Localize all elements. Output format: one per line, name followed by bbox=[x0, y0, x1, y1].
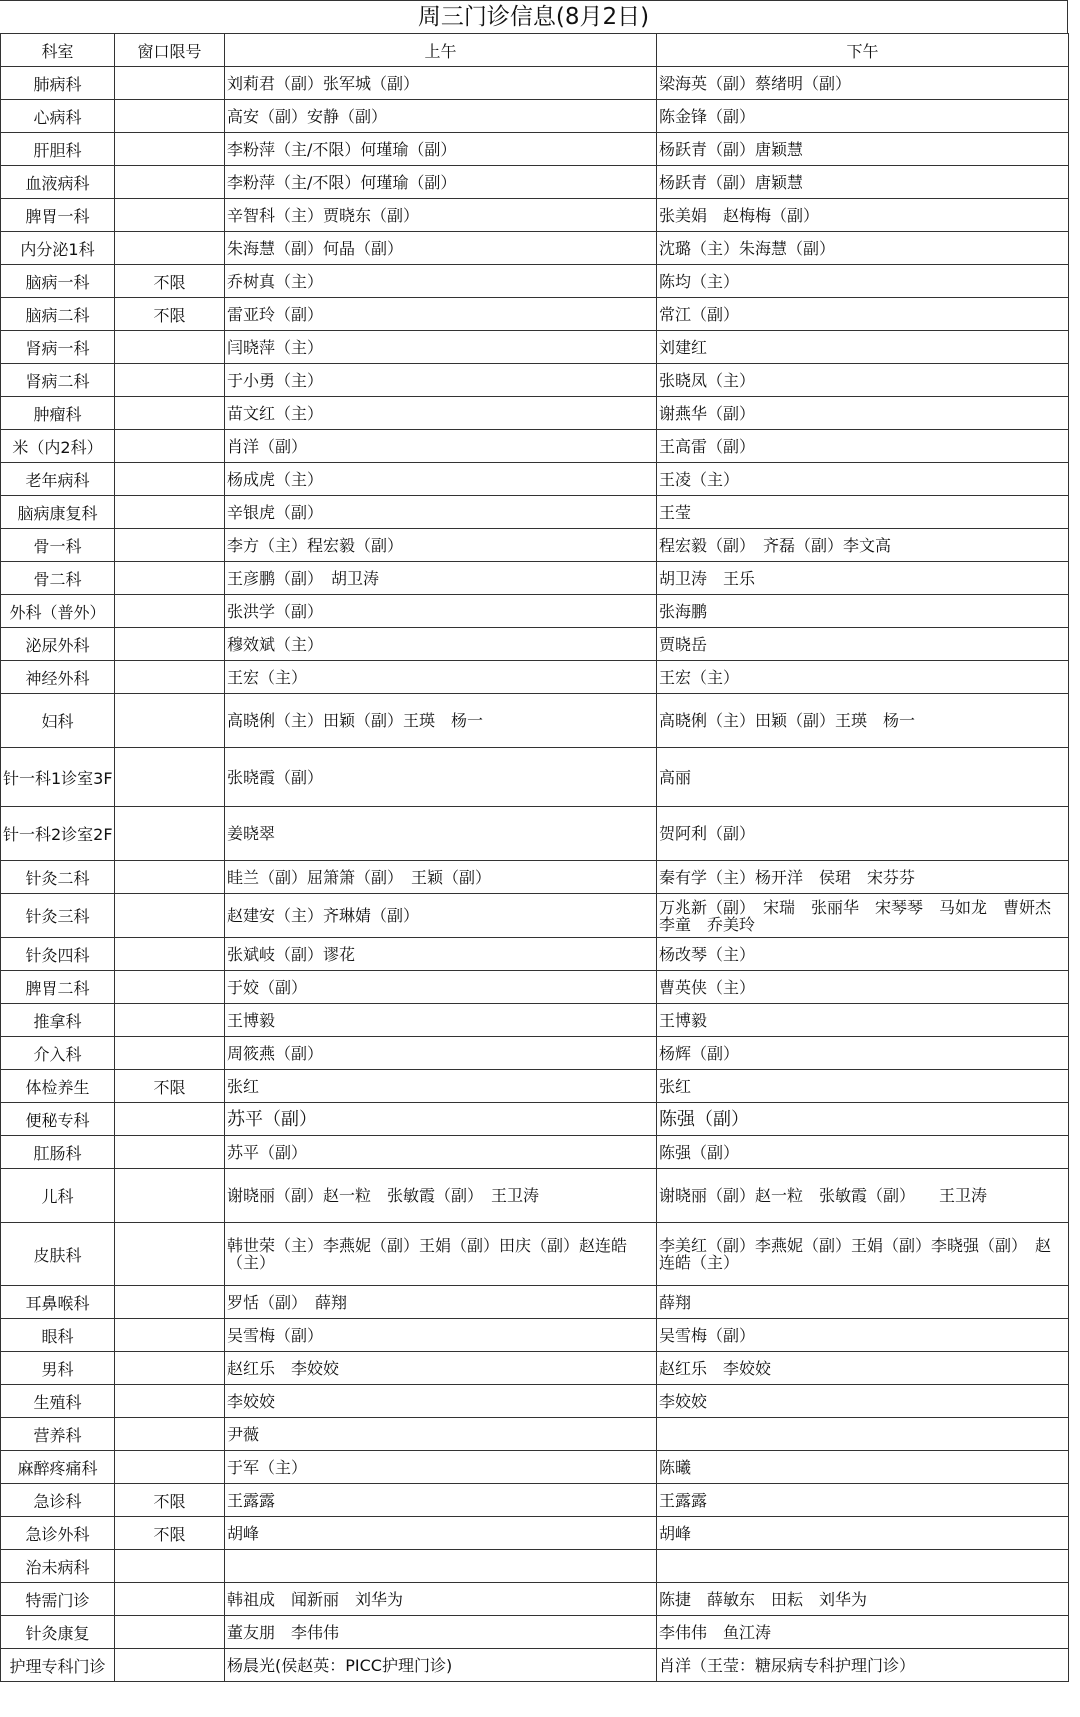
limit-cell: 不限 bbox=[115, 265, 225, 298]
afternoon-cell: 谢燕华（副） bbox=[657, 397, 1069, 430]
department-cell: 妇科 bbox=[1, 694, 115, 748]
limit-cell: 不限 bbox=[115, 1070, 225, 1103]
department-cell: 骨一科 bbox=[1, 529, 115, 562]
limit-cell bbox=[115, 1352, 225, 1385]
morning-cell: 李粉萍（主/不限）何瑾瑜（副） bbox=[225, 166, 657, 199]
department-cell: 针灸康复 bbox=[1, 1616, 115, 1649]
page-title: 周三门诊信息(8月2日) bbox=[0, 0, 1068, 33]
afternoon-cell: 张红 bbox=[657, 1070, 1069, 1103]
morning-cell: 苏平（副） bbox=[225, 1136, 657, 1169]
afternoon-cell: 王莹 bbox=[657, 496, 1069, 529]
morning-cell: 于小勇（主） bbox=[225, 364, 657, 397]
limit-cell bbox=[115, 694, 225, 748]
table-row bbox=[1, 1136, 1069, 1169]
afternoon-cell: 肖洋（王莹：糖尿病专科护理门诊） bbox=[657, 1649, 1069, 1682]
limit-cell bbox=[115, 133, 225, 166]
afternoon-cell: 赵红乐 李姣姣 bbox=[657, 1352, 1069, 1385]
department-cell: 男科 bbox=[1, 1352, 115, 1385]
column-header-pm: 下午 bbox=[657, 34, 1069, 67]
department-cell: 米（内2科） bbox=[1, 430, 115, 463]
table-row bbox=[1, 232, 1069, 265]
table-row bbox=[1, 1037, 1069, 1070]
table-row bbox=[1, 298, 1069, 331]
morning-cell: 穆效斌（主） bbox=[225, 628, 657, 661]
morning-cell: 高安（副）安静（副） bbox=[225, 100, 657, 133]
limit-cell bbox=[115, 67, 225, 100]
limit-cell bbox=[115, 562, 225, 595]
limit-cell bbox=[115, 397, 225, 430]
department-cell: 脾胃二科 bbox=[1, 971, 115, 1004]
table-row bbox=[1, 496, 1069, 529]
afternoon-cell: 王露露 bbox=[657, 1484, 1069, 1517]
morning-cell: 高晓俐（主）田颖（副）王瑛 杨一 bbox=[225, 694, 657, 748]
department-cell: 皮肤科 bbox=[1, 1223, 115, 1286]
afternoon-cell: 张美娟 赵梅梅（副） bbox=[657, 199, 1069, 232]
limit-cell bbox=[115, 807, 225, 861]
department-cell: 神经外科 bbox=[1, 661, 115, 694]
afternoon-cell: 薛翔 bbox=[657, 1286, 1069, 1319]
morning-cell: 尹薇 bbox=[225, 1418, 657, 1451]
limit-cell bbox=[115, 496, 225, 529]
morning-cell: 李姣姣 bbox=[225, 1385, 657, 1418]
morning-cell: 谢晓丽（副）赵一粒 张敏霞（副） 王卫涛 bbox=[225, 1169, 657, 1223]
department-cell: 肾病一科 bbox=[1, 331, 115, 364]
table-row bbox=[1, 331, 1069, 364]
limit-cell bbox=[115, 100, 225, 133]
morning-cell: 于军（主） bbox=[225, 1451, 657, 1484]
table-row bbox=[1, 938, 1069, 971]
table-row bbox=[1, 199, 1069, 232]
table-row bbox=[1, 1418, 1069, 1451]
morning-cell: 辛银虎（副） bbox=[225, 496, 657, 529]
limit-cell bbox=[115, 1616, 225, 1649]
table-row bbox=[1, 100, 1069, 133]
department-cell: 耳鼻喉科 bbox=[1, 1286, 115, 1319]
column-header-limit: 窗口限号 bbox=[115, 34, 225, 67]
limit-cell: 不限 bbox=[115, 1484, 225, 1517]
limit-cell bbox=[115, 1223, 225, 1286]
afternoon-cell: 陈曦 bbox=[657, 1451, 1069, 1484]
limit-cell bbox=[115, 628, 225, 661]
table-row bbox=[1, 265, 1069, 298]
table-row bbox=[1, 529, 1069, 562]
department-cell: 泌尿外科 bbox=[1, 628, 115, 661]
department-cell: 生殖科 bbox=[1, 1385, 115, 1418]
morning-cell: 张斌岐（副）谬花 bbox=[225, 938, 657, 971]
morning-cell: 李粉萍（主/不限）何瑾瑜（副） bbox=[225, 133, 657, 166]
table-row bbox=[1, 748, 1069, 807]
afternoon-cell: 沈璐（主）朱海慧（副） bbox=[657, 232, 1069, 265]
morning-cell: 王博毅 bbox=[225, 1004, 657, 1037]
morning-cell: 胡峰 bbox=[225, 1517, 657, 1550]
limit-cell bbox=[115, 595, 225, 628]
department-cell: 肝胆科 bbox=[1, 133, 115, 166]
morning-cell: 张红 bbox=[225, 1070, 657, 1103]
afternoon-cell: 吴雪梅（副） bbox=[657, 1319, 1069, 1352]
department-cell: 眼科 bbox=[1, 1319, 115, 1352]
table-row bbox=[1, 1616, 1069, 1649]
table-row bbox=[1, 1583, 1069, 1616]
table-row bbox=[1, 971, 1069, 1004]
afternoon-cell: 梁海英（副）蔡绪明（副） bbox=[657, 67, 1069, 100]
afternoon-cell: 李伟伟 鱼江涛 bbox=[657, 1616, 1069, 1649]
morning-cell: 杨晨光(侯赵英：PICC护理门诊) bbox=[225, 1649, 657, 1682]
afternoon-cell: 谢晓丽（副）赵一粒 张敏霞（副） 王卫涛 bbox=[657, 1169, 1069, 1223]
morning-cell: 韩世荣（主）李燕妮（副）王娟（副）田庆（副）赵连皓（主） bbox=[225, 1223, 657, 1286]
department-cell: 儿科 bbox=[1, 1169, 115, 1223]
afternoon-cell: 程宏毅（副） 齐磊（副）李文高 bbox=[657, 529, 1069, 562]
morning-cell: 朱海慧（副）何晶（副） bbox=[225, 232, 657, 265]
table-row bbox=[1, 1223, 1069, 1286]
afternoon-cell: 王宏（主） bbox=[657, 661, 1069, 694]
limit-cell: 不限 bbox=[115, 298, 225, 331]
afternoon-cell: 杨改琴（主） bbox=[657, 938, 1069, 971]
department-cell: 护理专科门诊 bbox=[1, 1649, 115, 1682]
department-cell: 针灸四科 bbox=[1, 938, 115, 971]
department-cell: 脾胃一科 bbox=[1, 199, 115, 232]
department-cell: 针灸二科 bbox=[1, 861, 115, 894]
limit-cell: 不限 bbox=[115, 1517, 225, 1550]
morning-cell bbox=[225, 1550, 657, 1583]
schedule-table bbox=[0, 33, 1069, 1682]
morning-cell: 苗文红（主） bbox=[225, 397, 657, 430]
department-cell: 针一科2诊室2F bbox=[1, 807, 115, 861]
department-cell: 脑病一科 bbox=[1, 265, 115, 298]
afternoon-cell: 曹英侠（主） bbox=[657, 971, 1069, 1004]
afternoon-cell: 王高雷（副） bbox=[657, 430, 1069, 463]
table-body bbox=[1, 67, 1069, 1682]
department-cell: 肾病二科 bbox=[1, 364, 115, 397]
limit-cell bbox=[115, 1550, 225, 1583]
table-row bbox=[1, 397, 1069, 430]
department-cell: 便秘专科 bbox=[1, 1103, 115, 1136]
table-row bbox=[1, 562, 1069, 595]
afternoon-cell bbox=[657, 1550, 1069, 1583]
limit-cell bbox=[115, 1286, 225, 1319]
afternoon-cell: 杨跃青（副）唐颖慧 bbox=[657, 133, 1069, 166]
afternoon-cell: 李美红（副）李燕妮（副）王娟（副）李晓强（副） 赵连皓（主） bbox=[657, 1223, 1069, 1286]
afternoon-cell: 贾晓岳 bbox=[657, 628, 1069, 661]
table-row bbox=[1, 628, 1069, 661]
table-row bbox=[1, 1286, 1069, 1319]
table-row bbox=[1, 1352, 1069, 1385]
morning-cell: 张洪学（副） bbox=[225, 595, 657, 628]
afternoon-cell: 王凌（主） bbox=[657, 463, 1069, 496]
department-cell: 心病科 bbox=[1, 100, 115, 133]
afternoon-cell: 陈均（主） bbox=[657, 265, 1069, 298]
afternoon-cell bbox=[657, 1418, 1069, 1451]
afternoon-cell: 常江（副） bbox=[657, 298, 1069, 331]
column-header-am: 上午 bbox=[225, 34, 657, 67]
afternoon-cell: 秦有学（主）杨开洋 侯珺 宋芬芬 bbox=[657, 861, 1069, 894]
limit-cell bbox=[115, 1418, 225, 1451]
department-cell: 老年病科 bbox=[1, 463, 115, 496]
morning-cell: 于姣（副） bbox=[225, 971, 657, 1004]
afternoon-cell: 陈强（副） bbox=[657, 1136, 1069, 1169]
table-row bbox=[1, 694, 1069, 748]
limit-cell bbox=[115, 1385, 225, 1418]
morning-cell: 姜晓翠 bbox=[225, 807, 657, 861]
morning-cell: 张晓霞（副） bbox=[225, 748, 657, 807]
table-row bbox=[1, 661, 1069, 694]
afternoon-cell: 贺阿利（副） bbox=[657, 807, 1069, 861]
table-row bbox=[1, 1319, 1069, 1352]
limit-cell bbox=[115, 894, 225, 938]
department-cell: 肺病科 bbox=[1, 67, 115, 100]
column-header-dept: 科室 bbox=[1, 34, 115, 67]
department-cell: 体检养生 bbox=[1, 1070, 115, 1103]
limit-cell bbox=[115, 1451, 225, 1484]
table-row bbox=[1, 166, 1069, 199]
afternoon-cell: 高晓俐（主）田颖（副）王瑛 杨一 bbox=[657, 694, 1069, 748]
table-row bbox=[1, 1385, 1069, 1418]
morning-cell: 苏平（副） bbox=[225, 1103, 657, 1136]
department-cell: 推拿科 bbox=[1, 1004, 115, 1037]
limit-cell bbox=[115, 1136, 225, 1169]
department-cell: 特需门诊 bbox=[1, 1583, 115, 1616]
morning-cell: 眭兰（副）屈箫箫（副） 王颖（副） bbox=[225, 861, 657, 894]
department-cell: 脑病康复科 bbox=[1, 496, 115, 529]
table-row bbox=[1, 463, 1069, 496]
table-row bbox=[1, 1070, 1069, 1103]
afternoon-cell: 胡峰 bbox=[657, 1517, 1069, 1550]
table-row bbox=[1, 364, 1069, 397]
table-row bbox=[1, 1484, 1069, 1517]
morning-cell: 肖洋（副） bbox=[225, 430, 657, 463]
afternoon-cell: 张晓凤（主） bbox=[657, 364, 1069, 397]
limit-cell bbox=[115, 971, 225, 1004]
afternoon-cell: 陈强（副） bbox=[657, 1103, 1069, 1136]
limit-cell bbox=[115, 430, 225, 463]
morning-cell: 吴雪梅（副） bbox=[225, 1319, 657, 1352]
morning-cell: 赵红乐 李姣姣 bbox=[225, 1352, 657, 1385]
morning-cell: 周筱燕（副） bbox=[225, 1037, 657, 1070]
limit-cell bbox=[115, 364, 225, 397]
morning-cell: 王宏（主） bbox=[225, 661, 657, 694]
morning-cell: 乔树真（主） bbox=[225, 265, 657, 298]
afternoon-cell: 王博毅 bbox=[657, 1004, 1069, 1037]
afternoon-cell: 陈捷 薛敏东 田耘 刘华为 bbox=[657, 1583, 1069, 1616]
afternoon-cell: 万兆新（副） 宋瑞 张丽华 宋琴琴 马如龙 曹妍杰 李童 乔美玲 bbox=[657, 894, 1069, 938]
limit-cell bbox=[115, 661, 225, 694]
morning-cell: 王露露 bbox=[225, 1484, 657, 1517]
department-cell: 肛肠科 bbox=[1, 1136, 115, 1169]
table-row bbox=[1, 807, 1069, 861]
limit-cell bbox=[115, 199, 225, 232]
afternoon-cell: 高丽 bbox=[657, 748, 1069, 807]
afternoon-cell: 李姣姣 bbox=[657, 1385, 1069, 1418]
morning-cell: 杨成虎（主） bbox=[225, 463, 657, 496]
morning-cell: 赵建安（主）齐琳婧（副） bbox=[225, 894, 657, 938]
department-cell: 麻醉疼痛科 bbox=[1, 1451, 115, 1484]
department-cell: 血液病科 bbox=[1, 166, 115, 199]
table-row bbox=[1, 1103, 1069, 1136]
header-row bbox=[1, 34, 1069, 67]
department-cell: 肿瘤科 bbox=[1, 397, 115, 430]
limit-cell bbox=[115, 748, 225, 807]
afternoon-cell: 杨跃青（副）唐颖慧 bbox=[657, 166, 1069, 199]
table-row bbox=[1, 1169, 1069, 1223]
afternoon-cell: 陈金锋（副） bbox=[657, 100, 1069, 133]
department-cell: 针灸三科 bbox=[1, 894, 115, 938]
department-cell: 介入科 bbox=[1, 1037, 115, 1070]
table-row bbox=[1, 67, 1069, 100]
table-row bbox=[1, 1004, 1069, 1037]
department-cell: 治未病科 bbox=[1, 1550, 115, 1583]
table-row bbox=[1, 894, 1069, 938]
limit-cell bbox=[115, 1649, 225, 1682]
limit-cell bbox=[115, 1583, 225, 1616]
limit-cell bbox=[115, 1103, 225, 1136]
limit-cell bbox=[115, 1004, 225, 1037]
afternoon-cell: 刘建红 bbox=[657, 331, 1069, 364]
table-row bbox=[1, 595, 1069, 628]
department-cell: 营养科 bbox=[1, 1418, 115, 1451]
limit-cell bbox=[115, 166, 225, 199]
afternoon-cell: 张海鹏 bbox=[657, 595, 1069, 628]
limit-cell bbox=[115, 232, 225, 265]
morning-cell: 李方（主）程宏毅（副） bbox=[225, 529, 657, 562]
limit-cell bbox=[115, 463, 225, 496]
morning-cell: 王彦鹏（副） 胡卫涛 bbox=[225, 562, 657, 595]
table-row bbox=[1, 1517, 1069, 1550]
department-cell: 外科（普外） bbox=[1, 595, 115, 628]
table-row bbox=[1, 430, 1069, 463]
table-row bbox=[1, 1550, 1069, 1583]
department-cell: 急诊科 bbox=[1, 1484, 115, 1517]
morning-cell: 韩祖成 闻新丽 刘华为 bbox=[225, 1583, 657, 1616]
limit-cell bbox=[115, 1319, 225, 1352]
table-row bbox=[1, 1451, 1069, 1484]
table-row bbox=[1, 1649, 1069, 1682]
morning-cell: 罗恬（副） 薛翔 bbox=[225, 1286, 657, 1319]
department-cell: 急诊外科 bbox=[1, 1517, 115, 1550]
afternoon-cell: 杨辉（副） bbox=[657, 1037, 1069, 1070]
limit-cell bbox=[115, 1169, 225, 1223]
department-cell: 脑病二科 bbox=[1, 298, 115, 331]
limit-cell bbox=[115, 331, 225, 364]
department-cell: 内分泌1科 bbox=[1, 232, 115, 265]
table-row bbox=[1, 861, 1069, 894]
morning-cell: 董友朋 李伟伟 bbox=[225, 1616, 657, 1649]
department-cell: 骨二科 bbox=[1, 562, 115, 595]
morning-cell: 辛智科（主）贾晓东（副） bbox=[225, 199, 657, 232]
limit-cell bbox=[115, 861, 225, 894]
department-cell: 针一科1诊室3F bbox=[1, 748, 115, 807]
morning-cell: 刘莉君（副）张军城（副） bbox=[225, 67, 657, 100]
afternoon-cell: 胡卫涛 王乐 bbox=[657, 562, 1069, 595]
morning-cell: 雷亚玲（副） bbox=[225, 298, 657, 331]
limit-cell bbox=[115, 938, 225, 971]
limit-cell bbox=[115, 1037, 225, 1070]
limit-cell bbox=[115, 529, 225, 562]
morning-cell: 闫晓萍（主） bbox=[225, 331, 657, 364]
table-row bbox=[1, 133, 1069, 166]
